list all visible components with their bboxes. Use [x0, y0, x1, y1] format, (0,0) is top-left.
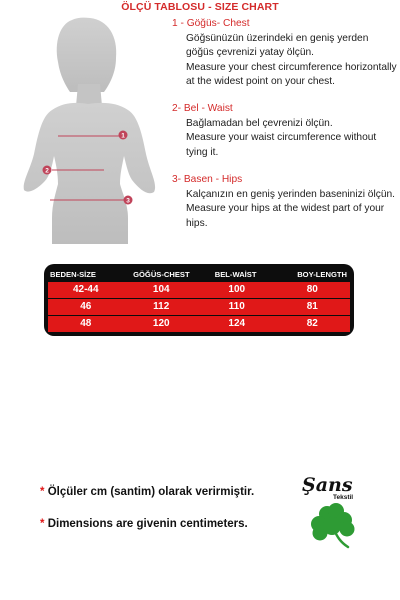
table-header [48, 267, 350, 282]
svg-text:1: 1 [121, 132, 125, 140]
cell-waist: 124 [228, 318, 246, 330]
waist-marker [43, 166, 52, 175]
instruction-text-tr: Bağlamadan bel çevrenizi ölçün. [186, 117, 333, 129]
cell-chest: 112 [153, 301, 170, 313]
instruction-heading: 2- Bel - Waist [172, 103, 233, 114]
instruction-text-en: Measure your hips at the widest part of your hips. [186, 203, 385, 229]
brand-name: Şans [302, 474, 353, 496]
body-silhouette [12, 14, 172, 244]
brand-logo [300, 474, 370, 554]
cell-waist: 110 [228, 301, 245, 313]
instruction-heading: 1 - Göğüs- Chest [172, 18, 250, 29]
cell-waist: 100 [228, 284, 246, 296]
svg-text:2: 2 [45, 167, 49, 175]
brand-subtitle: Tekstil [333, 494, 354, 501]
cell-length: 82 [306, 318, 318, 330]
chest-marker [119, 131, 128, 140]
note-units-tr [40, 486, 254, 498]
table-row [48, 282, 350, 298]
instruction-hips [172, 173, 397, 231]
cell-length: 80 [306, 284, 318, 296]
instruction-text-en: Measure your chest circumference horizontally at the widest point on your chest. [186, 61, 397, 87]
hips-marker [124, 196, 133, 205]
header-waist: BEL-WAİST [214, 270, 257, 279]
instruction-waist [172, 102, 397, 160]
instruction-text-tr: Göğsünüzün üzerindeki en geniş yerden göğüs çevrenizi yatay ölçün. [186, 32, 369, 58]
instruction-heading: 3- Basen - Hips [172, 174, 243, 185]
instruction-text-en: Measure your waist circumference without tying it. [186, 132, 377, 158]
header-chest: GÖĞÜS-CHEST [133, 270, 190, 279]
cell-size: 48 [80, 318, 92, 330]
page-title: ÖLÇÜ TABLOSU - SIZE CHART [121, 1, 279, 13]
size-table [44, 264, 354, 336]
note-units-en [40, 518, 248, 530]
cell-size: 46 [80, 301, 92, 313]
table-row [48, 316, 350, 332]
table-row [48, 299, 350, 315]
instruction-text-tr: Kalçanızın en geniş yerinden baseninizi ölçün. [186, 188, 395, 200]
cell-chest: 104 [152, 284, 170, 296]
header-length: BOY-LENGTH [297, 270, 347, 279]
note-bullet: * [40, 518, 45, 530]
note-bullet: * [40, 486, 45, 498]
note-text: Ölçüler cm (santim) olarak verirmiştir. [47, 486, 255, 498]
cell-length: 81 [306, 301, 318, 313]
clover-icon [310, 502, 358, 550]
svg-text:3: 3 [126, 197, 130, 205]
cell-size: 42-44 [72, 284, 99, 296]
instruction-chest [172, 17, 397, 90]
note-text: Dimensions are givenin centimeters. [47, 518, 248, 530]
header-size: BEDEN-SİZE [50, 270, 96, 279]
cell-chest: 120 [152, 318, 170, 330]
